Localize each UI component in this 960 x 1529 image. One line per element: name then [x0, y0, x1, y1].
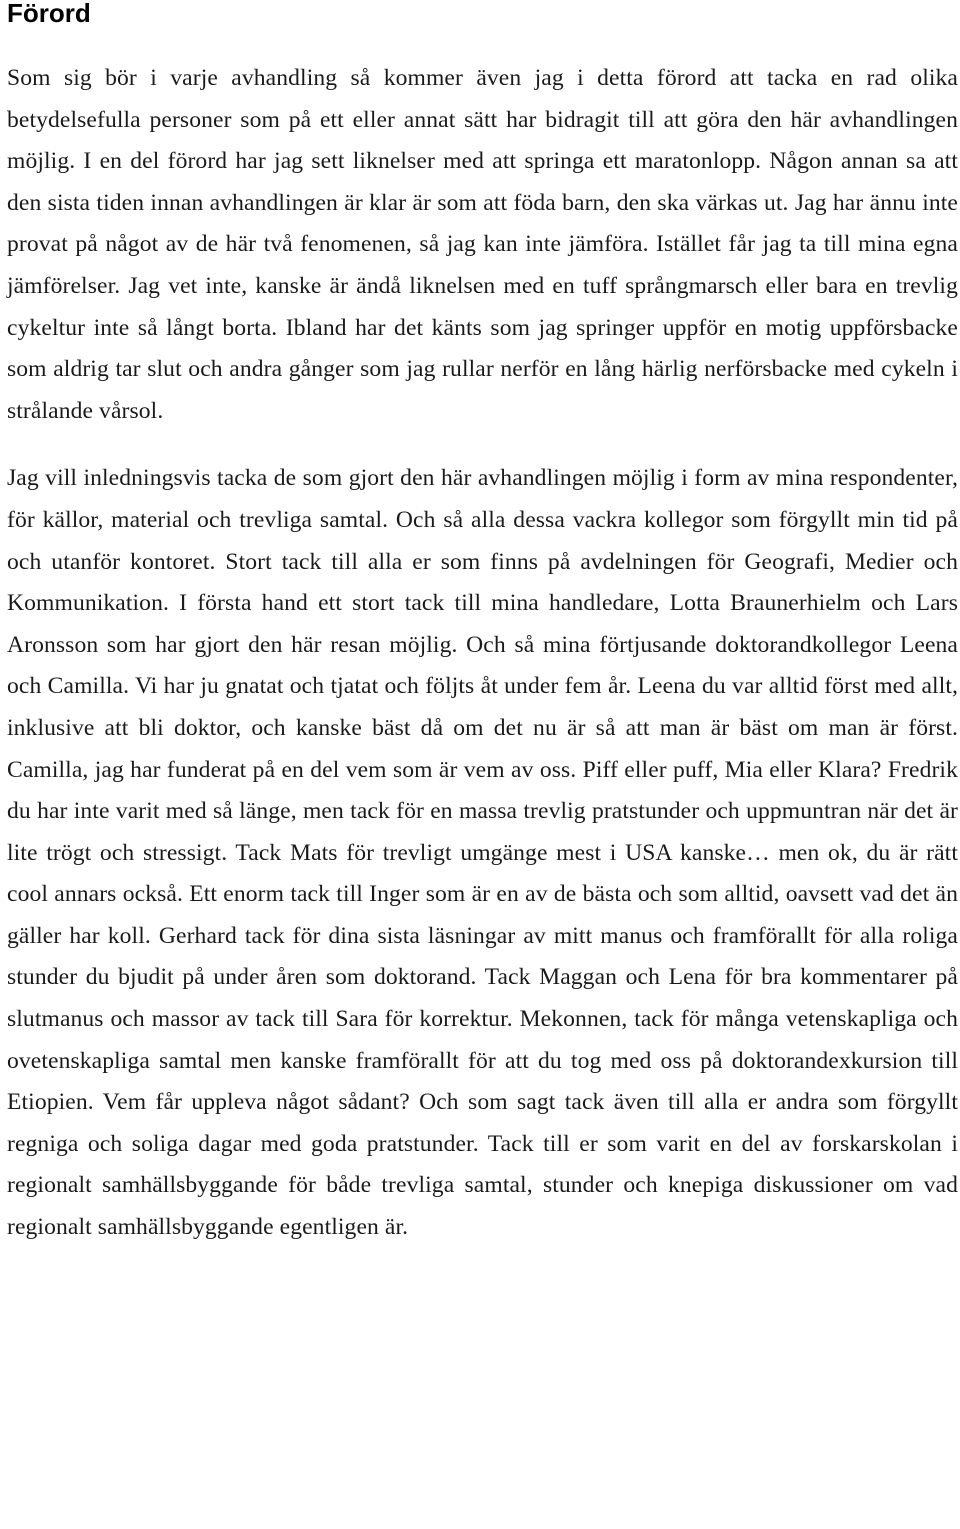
paragraph-acknowledgements: Jag vill inledningsvis tacka de som gjort den här avhandlingen möjlig i form av mina respondenter, för källor, material och trevliga samtal. Och så alla dessa vackra kollegor som förgyllt min tid på och utanför kontoret. Stort tack till alla er som finns på avdelningen för Geografi, Medier och Kommunikation. I första hand ett stort tack till mina handledare, Lotta Braunerhielm och Lars Aronsson som har gjort den här resan möjlig. Och så mina förtjusande doktorandkollegor Leena och Camilla. Vi har ju gnatat och tjatat och följts åt under fem år. Leena du var alltid först med allt, inklusive att bli doktor, och kanske bäst då om det nu är så att man är bäst om man är först. Camilla, jag har funderat på en del vem som är vem av oss. Piff eller puff, Mia eller Klara? Fredrik du har inte varit med så länge, men tack för en massa trevlig pratstunder och uppmuntran när det är lite trögt och stressigt. Tack Mats för trevligt umgänge mest i USA kanske… men ok, du är rätt cool annars också. Ett enorm tack till Inger som är en av de bästa och som alltid, oavsett vad det än gäller har koll. Gerhard tack för dina sista läsningar av mitt manus och framförallt för alla roliga stunder du bjudit på under åren som doktorand. Tack Maggan och Lena för bra kommentarer på slutmanus och massor av tack till Sara för korrektur. Mekonnen, tack för många vetenskapliga och ovetenskapliga samtal men kanske framförallt för att du tog med oss på doktorandexkursion till Etiopien. Vem får uppleva något sådant? Och som sagt tack även till alla er andra som förgyllt regniga och soliga dagar med goda pratstunder. Tack till er som varit en del av forskarskolan i regionalt samhällsbyggande för både trevliga samtal, stunder och knepiga diskussioner om vad regionalt samhällsbyggande egentligen är.	[7, 465, 958, 1241]
page-title: Förord	[7, 0, 91, 28]
paragraph-intro: Som sig bör i varje avhandling så kommer även jag i detta förord att tacka en rad olika betydelsefulla personer som på ett eller annat sätt har bidragit till att göra den här avhandlingen möjlig. I en del förord har jag sett liknelser med att springa ett maratonlopp. Någon annan sa att den sista tiden innan avhandlingen är klar är som att föda barn, den ska värkas ut. Jag har ännu inte provat på något av de här två fenomenen, så jag kan inte jämföra. Istället får jag ta till mina egna jämförelser. Jag vet inte, kanske är ändå liknelsen med en tuff språngmarsch eller bara en trevlig cykeltur inte så långt borta. Ibland har det känts som jag springer uppför en motig uppförsbacke som aldrig tar slut och andra gånger som jag rullar nerför en lång härlig nerförsbacke med cykeln i strålande vårsol.	[7, 65, 958, 424]
